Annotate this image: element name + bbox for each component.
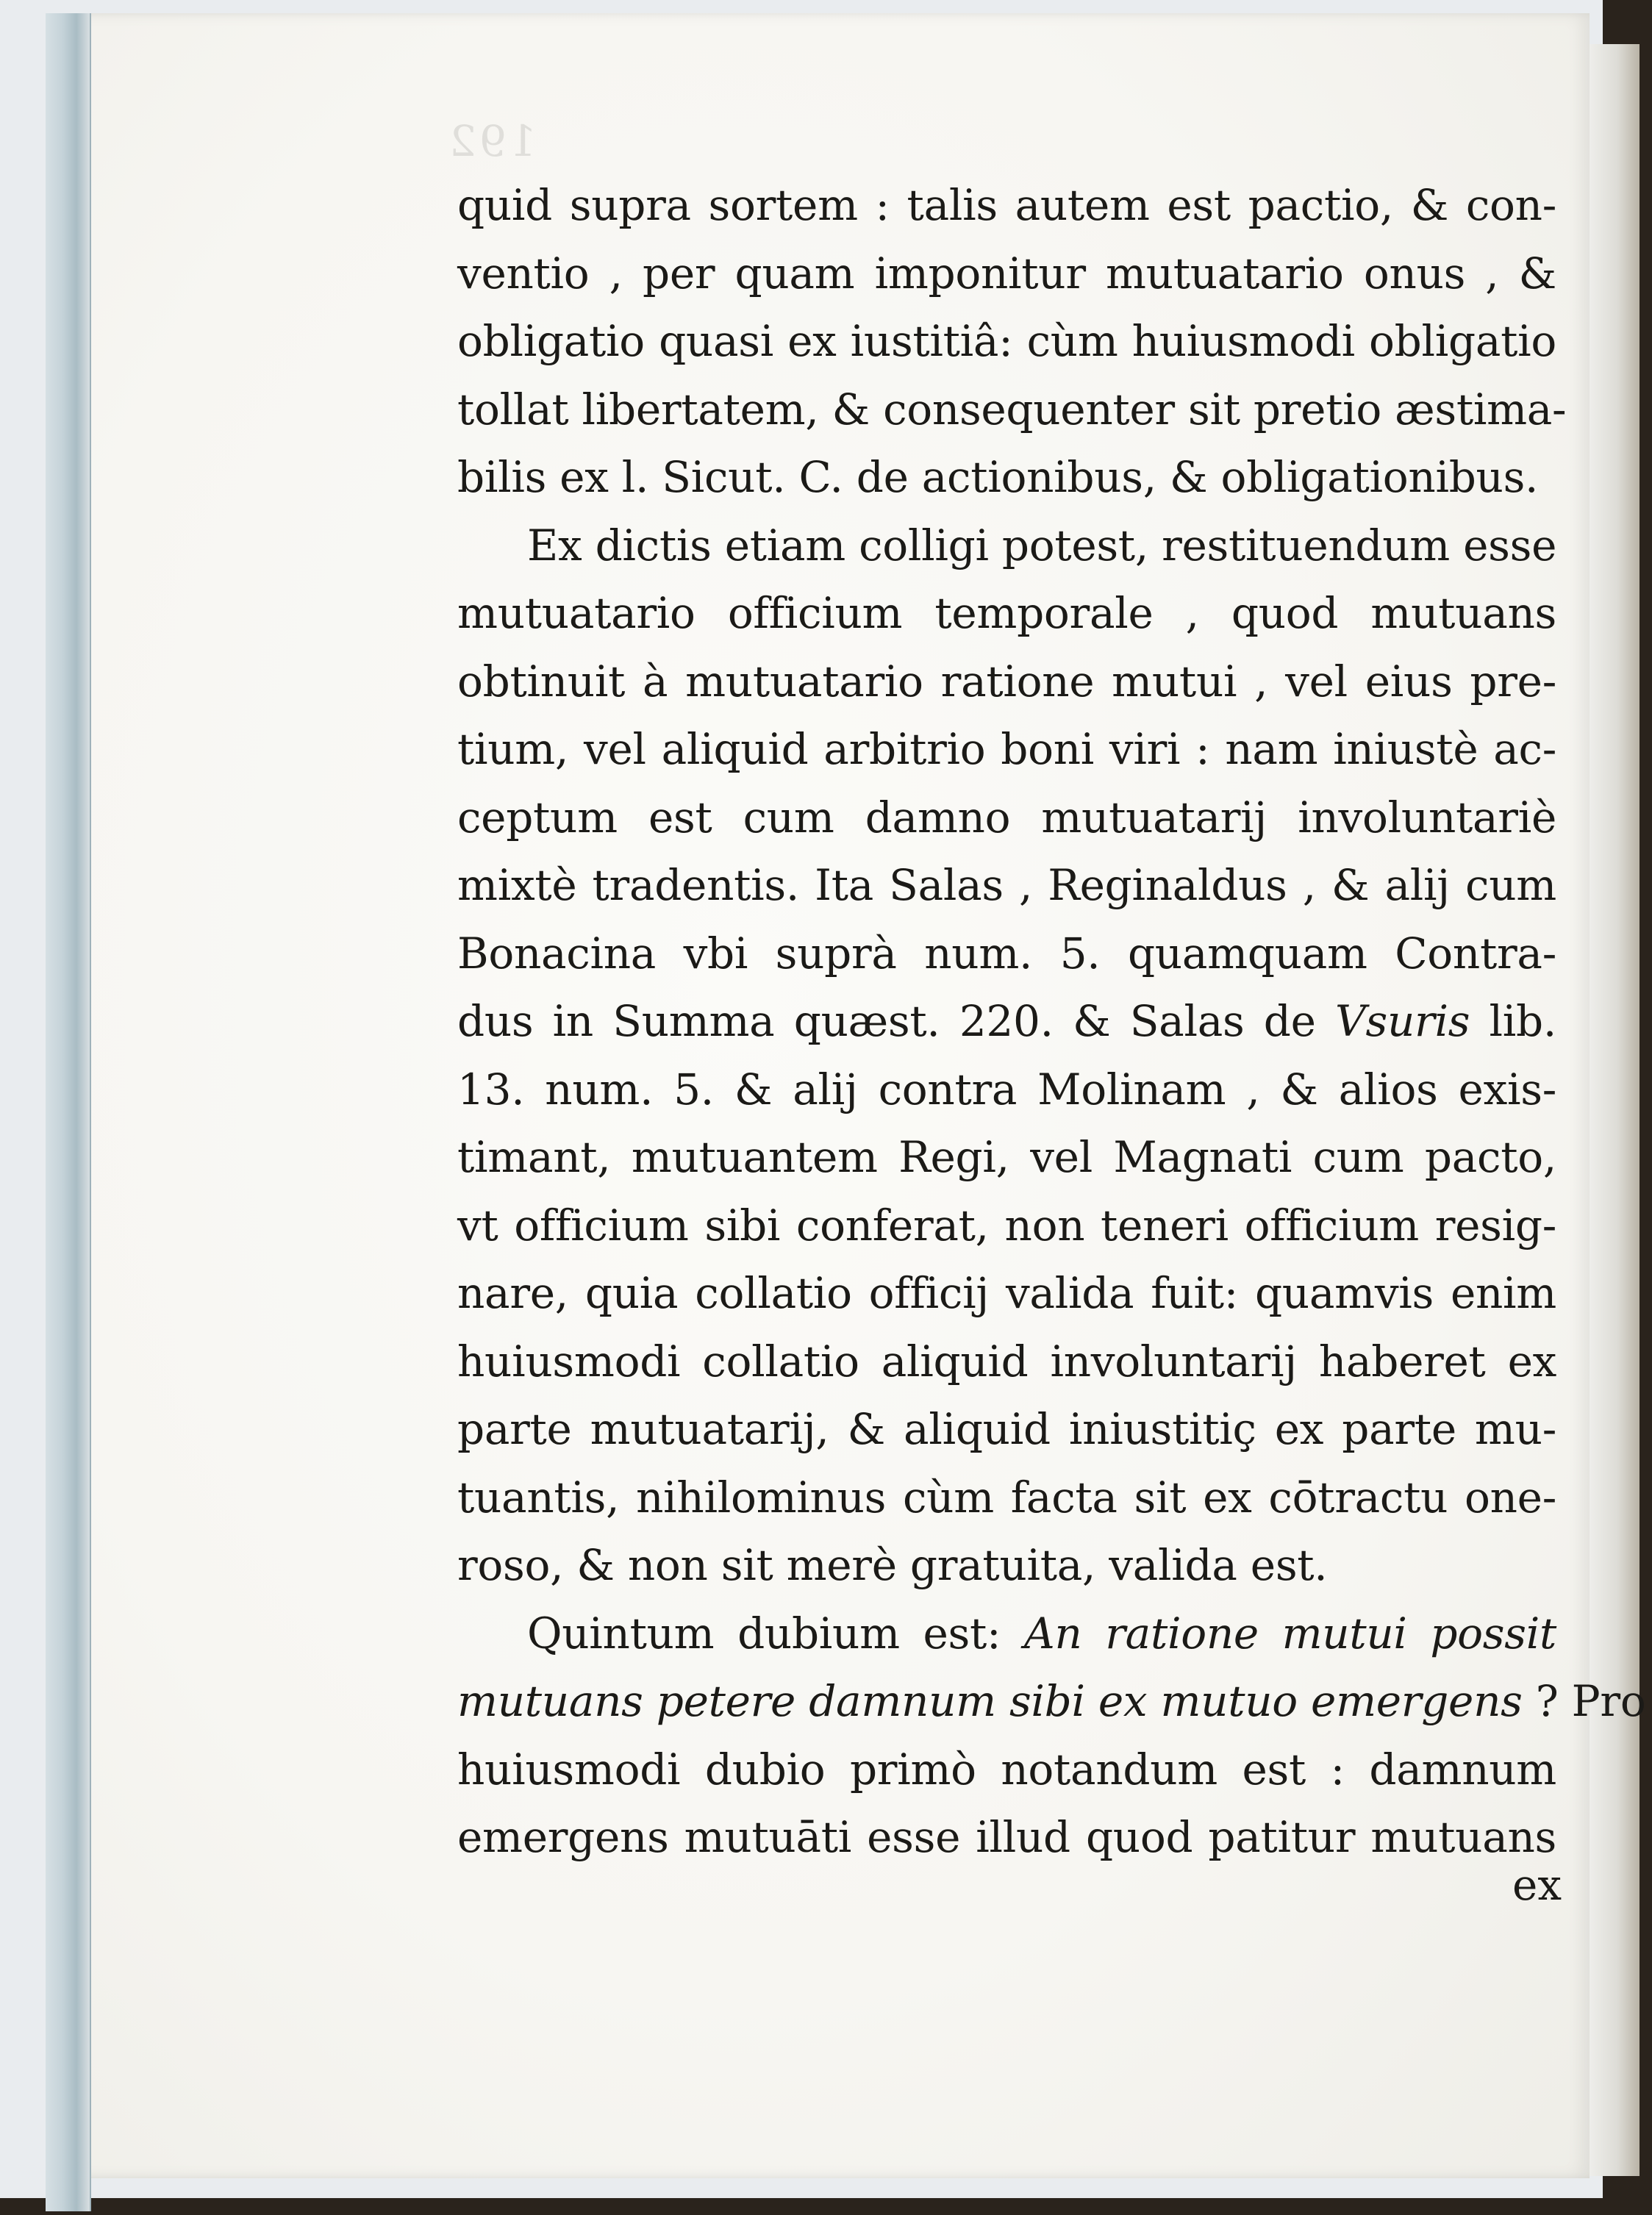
italic-run: Vsuris xyxy=(1334,996,1470,1046)
text-run: lib. xyxy=(1470,996,1556,1046)
text-line: bilis ex l. Sicut. C. de actionibus, & obligationibus. xyxy=(457,452,1539,502)
text-line: ventio , per quam imponitur mutuatario onus , & xyxy=(457,248,1556,298)
text-line: Ex dictis etiam colligi potest, restituendum esse xyxy=(527,520,1557,570)
italic-run: An ratione mutui possit xyxy=(1023,1608,1556,1658)
text-line: Bonacina vbi suprà num. 5. quamquam Contra- xyxy=(457,928,1556,978)
bleed-through-page-number: 192 xyxy=(446,116,537,166)
text-line: huiusmodi collatio aliquid involuntarij haberet ex xyxy=(457,1336,1556,1386)
text-run: Quintum dubium est: xyxy=(527,1608,1024,1658)
text-run: ? Pro xyxy=(1522,1676,1646,1726)
text-run: dus in Summa quæst. 220. & Salas de xyxy=(457,996,1335,1046)
book-page xyxy=(46,13,1646,2178)
text-line: mixtè tradentis. Ita Salas , Reginaldus , & alij cum xyxy=(457,860,1556,910)
text-line: obligatio quasi ex iustitiâ: cùm huiusmodi obligatio xyxy=(457,316,1556,366)
text-line: timant, mutuantem Regi, vel Magnati cum pacto, xyxy=(457,1132,1556,1182)
catchword: ex xyxy=(1512,1860,1562,1910)
italic-run: mutuans petere damnum sibi ex mutuo emergens xyxy=(457,1676,1523,1726)
page-stack-edge xyxy=(1584,44,1640,2176)
text-line: huiusmodi dubio primò notandum est : damnum xyxy=(457,1744,1556,1794)
text-line: roso, & non sit merè gratuita, valida est. xyxy=(457,1540,1328,1590)
text-line xyxy=(457,1667,1646,1736)
text-line: parte mutuatarij, & aliquid iniustitiç ex parte mu- xyxy=(457,1404,1556,1454)
text-line: tollat libertatem, & consequenter sit pretio æstima- xyxy=(457,384,1567,434)
text-line: 13. num. 5. & alij contra Molinam , & alios exis- xyxy=(457,1064,1556,1114)
text-line: vt officium sibi conferat, non teneri officium resig- xyxy=(457,1200,1556,1250)
body-text xyxy=(457,171,1646,1872)
text-line: mutuatario officium temporale , quod mutuans xyxy=(457,588,1556,638)
text-line: obtinuit à mutuatario ratione mutui , vel eius pre- xyxy=(457,656,1556,706)
text-line: tium, vel aliquid arbitrio boni viri : nam iniustè ac- xyxy=(457,724,1556,774)
text-line: emergens mutuāti esse illud quod patitur mutuans xyxy=(457,1812,1556,1862)
text-line: nare, quia collatio officij valida fuit: quamvis enim xyxy=(457,1268,1556,1318)
text-line: tuantis, nihilominus cùm facta sit ex cōtractu one- xyxy=(457,1472,1556,1522)
page-fore-edge xyxy=(46,13,91,2211)
text-line: ceptum est cum damno mutuatarij involuntariè xyxy=(457,792,1556,842)
text-line xyxy=(457,1600,1556,1668)
text-line xyxy=(457,987,1556,1056)
text-line: quid supra sortem : talis autem est pactio, & con- xyxy=(457,180,1556,230)
